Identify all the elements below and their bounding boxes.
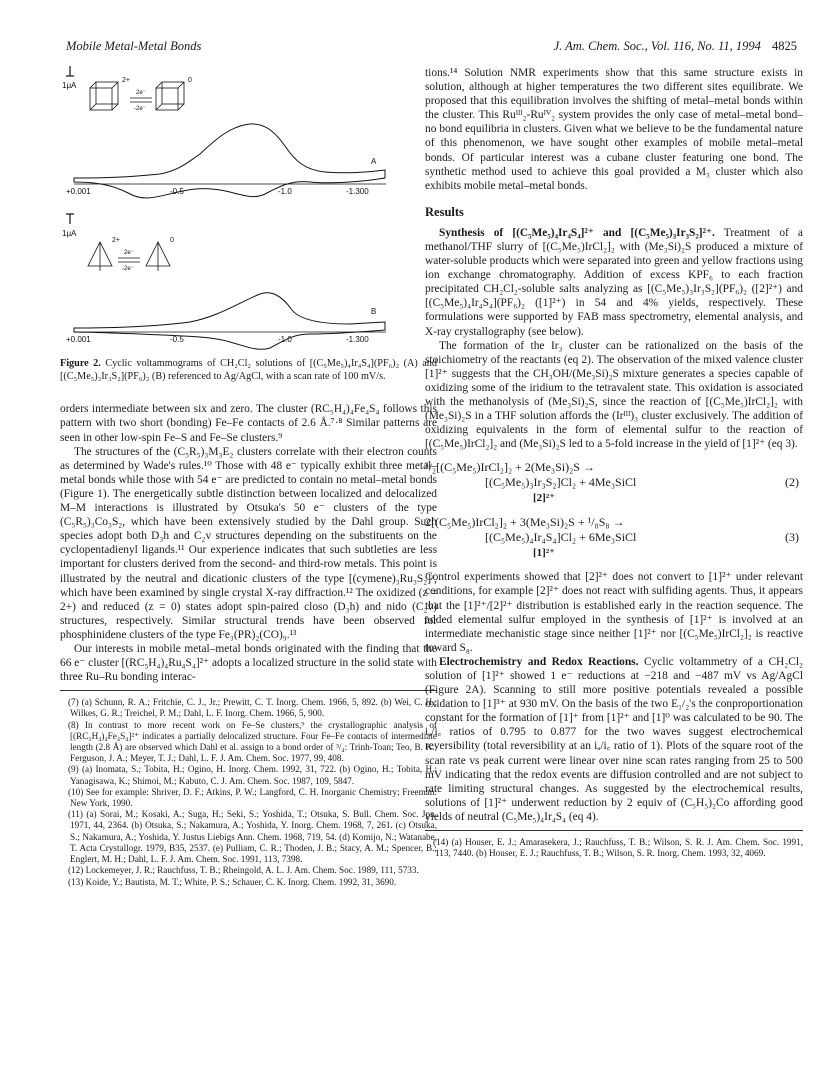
right-footnote-divider [425,830,803,831]
equation-3-line-2: [(C₅Me₅)₄Ir₄S₄]Cl₂ + 6Me₃SiCl [485,530,637,545]
footnote-9: (9) (a) Inomata, S.; Tobita, H.; Ogino, H. Inorg. Chem. 1992, 31, 722. (b) Ogino, H.; Tobita, H.; Yanagisawa, K.; Shimoi, M.; Kabuto, C. J. Am. Chem. Soc. 1987, 109, 5847. [68,764,437,786]
tick-b-2: -0.5 [170,335,184,344]
panel-a [62,66,386,198]
tick-a-2: -0.5 [170,187,184,196]
footnote-divider [60,690,437,691]
charge-0-a: 0 [188,77,192,84]
charge-0-b: 0 [170,237,174,244]
figure-caption [60,358,437,383]
equation-2-line-2: [(C₅Me₅)₃Ir₃S₂]Cl₂ + 4Me₃SiCl [485,475,637,490]
cyclic-voltammogram-figure [60,66,437,356]
left-paragraph-2: The structures of the (C₅R₅)₃M₃E₂ clusters correlate with their electron counts as determined by Wade's rules.¹⁰ Those with 48 e⁻ typically exhibit three metal–metal bonds while those with 54 e⁻ are predicted to contain no metal–metal bonds (Figure 1). The energetically subtle distinction between localized and delocalized M–M interactions is illustrated by Otsuka's 50 e⁻ clusters of the type (C₅R₅)₃Co₃S₂, which have been extensively studied by the Dahl group. Such species adopt both D₃h and C₂v structures depending on the substituents on the cyclopentadienyl ligands.¹¹ Our experience indicates that such subtleties are less important for clusters derived from the second- and third-row metals. This point is illustrated by the neutral and dicationic clusters of the type [(cymene)₃Ru₃S₂]ᶻ, which have been examined by single crystal X-ray diffraction.¹² The oxidized (z = 2+) and reduced (z = 0) states adopt spin-paired closo (D₃h) and nido (C₂v) structures, respectively. Similar structural trends have been observed for phosphinidene clusters of the type Fe₃(PR)₂(CO)₉.¹³ [60,445,437,641]
e-label-a2: -2e⁻ [134,106,146,112]
equation-3-line-1: 2[(C₅Me₅)IrCl₂]₂ + 3(Me₃Si)₂S + ¹/₈S₈ → [425,515,625,530]
footnote-13: (13) Koide, Y.; Bautista, M. T.; White, P. S.; Schauer, C. K. Inorg. Chem. 1992, 31, 3690. [68,876,397,887]
right-column [425,66,803,859]
footnote-12: (12) Lockemeyer, J. R.; Rauchfuss, T. B.; Rheingold, A. L. J. Am. Chem. Soc. 1989, 111, 5733. [68,865,419,876]
equation-3-label: [1]²⁺ [533,547,555,560]
tick-b-3: -1.0 [278,335,292,344]
footnote-10: (10) See for example: Shriver, D. F.; Atkins, P. W.; Langford, C. H. Inorganic Chemistry; Freeman: New York, 1990. [68,786,437,809]
panel-label-b: B [371,307,377,316]
equation-2-line-1: ³/₂[(C₅Me₅)IrCl₂]₂ + 2(Me₃Si)₂S → [425,460,595,475]
synthesis-body: Treatment of a methanol/THF slurry of [(C₅Me₅)IrCl₂]₂ with (Me₃Si)₂S produced a mixture of water-soluble products which were separated into green and yellow fractions using ion exchange chromatography. Addition of excess KPF₆ to each fraction precipitated CH₂Cl₂-soluble salts analyzing as [(C₅Me₅)₃Ir₃S₂](PF₆)₂ ([2]²⁺) and [(C₅Me₅)₄Ir₄S₄](PF₆)₂ ([1]²⁺) in 54 and 4% yields, respectively. These formulations were supported by FAB mass spectrometry, elemental analysis, and X-ray crystallography (see below). [425,226,803,338]
e-label-a1: 2e⁻ [136,90,146,96]
left-paragraph-3: Our interests in mobile metal–metal bonds originated with the finding that the 66 e⁻ cluster [(RC₅H₄)₄Ru₄S₄]²⁺ adopts a localized structure in the solid state with three Ru–Ru bonding interac- [60,642,437,684]
e-label-b2: -2e⁻ [122,266,134,272]
equation-2 [425,460,803,506]
tick-a-4: -1.300 [346,187,369,196]
equation-3 [425,515,803,561]
left-column [60,66,437,888]
electrochemistry-paragraph [425,655,803,824]
trigonal-cluster-icon-2 [146,242,170,271]
synthesis-paragraph [425,226,803,339]
journal-citation: J. Am. Chem. Soc., Vol. 116, No. 11, 1994 [553,39,761,53]
figure-caption-text: Cyclic voltammograms of CH₂Cl₂ solutions of [(C₅Me₅)₄Ir₄S₄](PF₆)₂ (A) and [(C₅Me₅)₃Ir₃S₂](PF₆)₂ (B) referenced to Ag/AgCl, with a scan rate of 100 mV/s. [60,358,437,382]
running-head-left: Mobile Metal-Metal Bonds [66,39,202,53]
equation-2-number: (2) [785,475,799,490]
panel-label-a: A [371,157,377,166]
right-intro-paragraph: tions.¹⁴ Solution NMR experiments show that this same structure exists in solution, although at higher temperatures the two different sites equilibrate. We proposed that this equilibration involves the shifting of metal–metal bonds within the cluster. This Ruᴵᴵᴵ₂-Ruᴵⱽ₂ system provides the only case of metal–metal bond–no bond equilibria in clusters. Given what we believe to be the fundamental nature of this phenomenon, we have sought other examples of mobile metal–metal bonds. Of particular interest was a cubane cluster featuring one bond. The synthetic method used to achieve this goal provided a M₃ cluster which also exhibits mobile metal–metal bonds. [425,67,803,192]
tick-b-1: +0.001 [66,335,91,344]
scale-label-a: 1μA [62,81,77,90]
results-heading: Results [425,204,464,219]
trigonal-cluster-icon [88,242,112,271]
panel-b [62,214,386,349]
tick-a-3: -1.0 [278,187,292,196]
electro-body: Cyclic voltammetry of a CH₂Cl₂ solution of [1]²⁺ showed 1 e⁻ reductions at −218 and −487 mV vs Ag/AgCl (Figure 2A). Scanning to still more positive potentials revealed a possible oxidation to [1]³⁺ at 930 mV. On the basis of the two E₁/₂'s the conproportionation constant for the formation of [1]⁺ from [1]²⁺ and [1]⁰ was calculated to be 90. The iₐ/i꜀ ratios of 0.795 to 0.877 for the two waves suggest electrochemical reversibility (total reversibility at an iₐ/i꜀ ratio of 1). Plots of the square root of the scan rate vs peak current were linear over nine scan rates ranging from 25 to 500 mV indicating that the redox events are diffusion controlled and are not subject to rate limiting structural changes. As suggested by the electrochemical results, solutions of [1]²⁺ underwent reduction by 2 equiv of (C₅H₅)₂Co affording good yields of neutral (C₅Me₅)₄Ir₄S₄ (eq 4). [425,655,803,823]
cv-trace-a [74,124,385,198]
footnote-8: (8) In contrast to more recent work on Fe–Se clusters,⁹ the crystallographic analysis of [(RC₅H₄)₄Fe₄S₄]²⁺ indicates a partially delocalized structure. Four Fe–Fe contacts of intermediate length (2.8 Å) are observed which Dahl et al. assign to a bond order of ³/₄: Trinh-Toan; Teo, B. K.; Ferguson, J. A.; Meyer, T. J.; Dahl, L. F. J. Am. Chem. Soc. 1977, 99, 408. [68,719,437,764]
formation-paragraph: The formation of the Ir₃ cluster can be rationalized on the basis of the stoichiometry of the reactants (eq 2). The observation of the mixed valence cluster [1]²⁺ suggests that the CH₃OH/(Me₃Si)₂S mixture generates a species capable of oxidizing some of the iridium to the tetravalent state. This oxidation is associated with the methanolysis of (Me₃Si)₂S, since the reaction of [(C₅Me₅)IrCl₂]₂ with (Me₃Si)₂S in a THF solution affords the (Irᴵᴵᴵ)₃ cluster exclusively. The addition of oxidizing equivalents in the form of elemental sulfur to the reaction of [(C₅Me₅)IrCl₂]₂ and (Me₃Si)₂S led to a 5-fold increase in the yield of [1]²⁺ (eq 3). [425,339,803,451]
synthesis-runin-heading: Synthesis of [(C₅Me₅)₄Ir₄S₄]²⁺ and [(C₅Me₅)₃Ir₃S₂]²⁺. [439,226,715,239]
tick-a-1: +0.001 [66,187,91,196]
footnote-14: (14) (a) Houser, E. J.; Amarasekera, J.; Rauchfuss, T. B.; Wilson, S. R. J. Am. Chem. Soc. 1991, 113, 7440. (b) Houser, E. J.; Rauchfuss, T. B.; Wilson, S. R. Inorg. Chem. 1993, 32, 4069. [433,837,803,859]
scale-label-b: 1μA [62,229,77,238]
page-number: 4825 [772,39,797,53]
tick-b-4: -1.300 [346,335,369,344]
e-label-b1: 2e⁻ [124,250,134,256]
figure-2 [60,66,437,356]
equation-3-number: (3) [785,530,799,545]
right-footnotes [425,837,803,859]
charge-2plus-a: 2+ [122,77,130,84]
figure-caption-label: Figure 2. [60,358,101,369]
electro-runin-heading: Electrochemistry and Redox Reactions. [439,655,639,668]
control-paragraph: Control experiments showed that [2]²⁺ does not convert to [1]²⁺ under relevant conditions, for example [2]²⁺ does not react with sulfiding agents. Thus, it appears that the [1]²⁺/[2]²⁺ distribution is established early in the reaction sequence. The added elemental sulfur employed in the synthesis of [1]²⁺ is involved at an intermediate mechanistic stage since neither [1]²⁺ nor [(C₅Me₅)IrCl₂]₂ is reactive toward S₈. [425,571,803,654]
left-footnotes [60,697,437,887]
cluster-cube-icon [90,82,118,110]
equation-2-label: [2]²⁺ [533,492,555,505]
cluster-cube-icon-2 [156,82,184,110]
footnote-11: (11) (a) Sorai, M.; Kosaki, A.; Suga, H.; Seki, S.; Yoshida, T.; Otsuka, S. Bull. Chem. Soc. Jpn. 1971, 44, 2364. (b) Otsuka, S.; Nakamura, A.; Yoshida, Y. Inorg. Chem. 1968, 7, 261. (c) Otsuka, S.; Nakamura, A.; Yoshida, Y. Justus Liebigs Ann. Chem. 1968, 719, 54. (d) Komijo, N.; Watanabe, T. Acta Crystallogr. 1979, B35, 2537. (e) Pulliam, C. R.; Thoden, J. B.; Stacy, A. M.; Spencer, B.; Englert, M. H.; Dahl, L. F. J. Am. Chem. Soc. 1991, 113, 7398. [68,809,437,865]
running-head-right [554,39,797,54]
left-paragraph-1: orders intermediate between six and zero. The cluster (RC₅H₄)₄Fe₄S₄ follows this pattern with two short (bonding) Fe–Fe contacts of 2.6 Å.⁷·⁸ Similar patterns are seen in other low-spin Fe–S and Fe–Se clusters.⁹ [60,403,437,444]
cv-trace-b [74,293,385,350]
charge-2plus-b: 2+ [112,237,120,244]
footnote-7: (7) (a) Schunn, R. A.; Fritchie, C. J., Jr.; Prewitt, C. T. Inorg. Chem. 1966, 5, 892. (b) Wei, C. H.; Wilkes, G. R.; Treichel, P. M.; Dahl, L. F. Inorg. Chem. 1966, 5, 900. [68,697,437,719]
